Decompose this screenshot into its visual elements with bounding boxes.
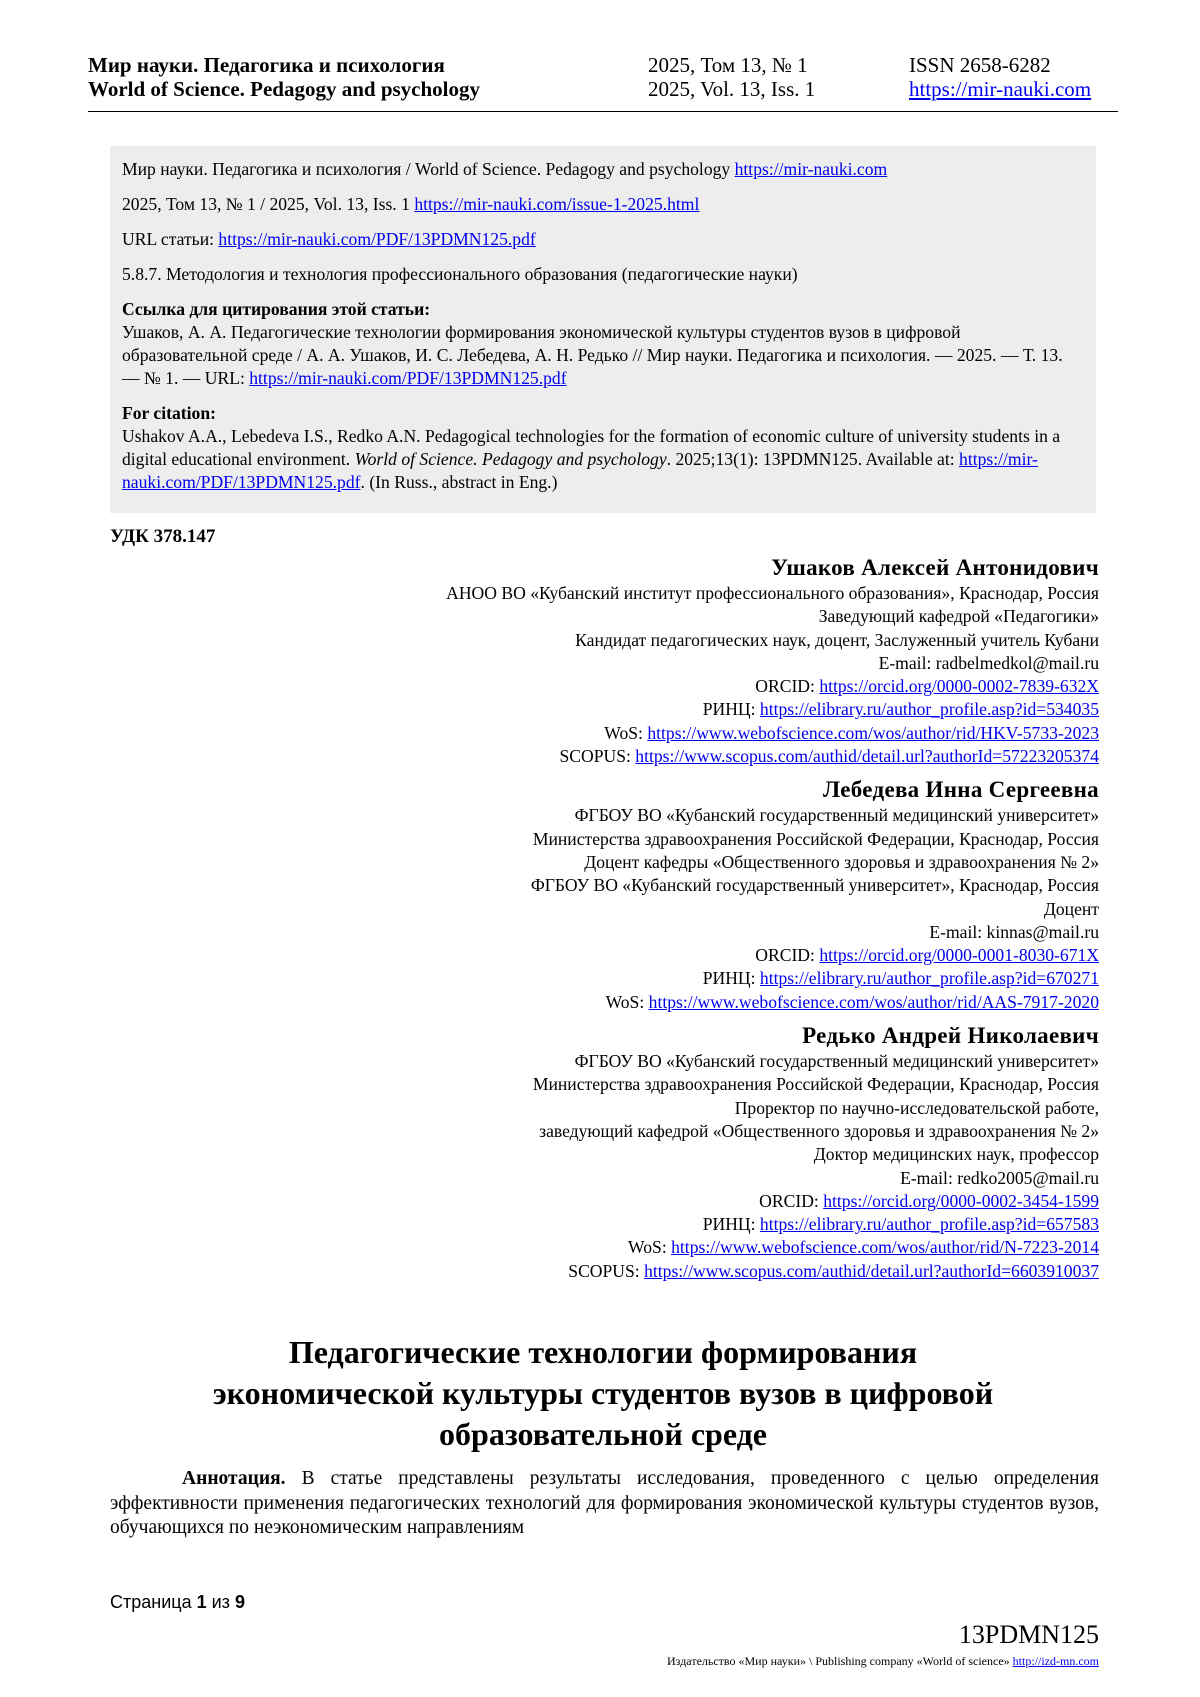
wos-link[interactable]: https://www.webofscience.com/wos/author/rid/N-7223-2014 <box>671 1237 1099 1258</box>
cite-en: Ushakov A.A., Lebedeva I.S., Redko A.N. Pedagogical technologies for the formation of economic culture of university students in a digital educational environment. World of Science. Pedagogy and psychology. 2025;13(1): 13PDMN125. Available at: https://mir-nauki.com/PDF/13PDMN125.pdf. (In Russ., abstract in Eng.) <box>122 426 1061 492</box>
author-orcid: ORCID: https://orcid.org/0000-0002-7839-632X <box>755 676 1099 697</box>
author-position: заведующий кафедрой «Общественного здоровья и здравоохранения № 2» <box>539 1120 1099 1141</box>
publisher-link[interactable]: http://izd-mn.com <box>1012 1654 1099 1668</box>
wos-link[interactable]: https://www.webofscience.com/wos/author/rid/AAS-7917-2020 <box>648 991 1099 1012</box>
journal-site-link[interactable]: https://mir-nauki.com <box>909 77 1092 101</box>
author-name: Лебедева Инна Сергеевна <box>823 777 1099 803</box>
author-position: Доцент кафедры «Общественного здоровья и здравоохранения № 2» <box>584 851 1099 872</box>
cite-ru-heading: Ссылка для цитирования этой статьи: <box>122 299 431 319</box>
article-info-box <box>110 146 1096 513</box>
author-wos: WoS: https://www.webofscience.com/wos/author/rid/N-7223-2014 <box>628 1237 1099 1258</box>
author-rinc: РИНЦ: https://elibrary.ru/author_profile.asp?id=657583 <box>702 1214 1099 1235</box>
url-line: URL статьи: https://mir-nauki.com/PDF/13PDMN125.pdf <box>122 229 536 249</box>
wos-link[interactable]: https://www.webofscience.com/wos/author/rid/HKV-5733-2023 <box>647 722 1099 743</box>
publisher-line: Издательство «Мир науки» \ Publishing company «World of science» http://izd-mn.com <box>667 1654 1099 1668</box>
journal-title-ru: Мир науки. Педагогика и психология <box>88 53 445 77</box>
author-email: E-mail: kinnas@mail.ru <box>929 921 1099 942</box>
author-affiliation: ФГБОУ ВО «Кубанский государственный медицинский университет» <box>574 1051 1099 1072</box>
author-name: Редько Андрей Николаевич <box>802 1023 1099 1049</box>
author-rinc: РИНЦ: https://elibrary.ru/author_profile.asp?id=670271 <box>702 968 1099 989</box>
author-affiliation: ФГБОУ ВО «Кубанский государственный медицинский университет» <box>574 805 1099 826</box>
journal-title-en: World of Science. Pedagogy and psychology <box>88 77 481 101</box>
cite-en-heading: For citation: <box>122 403 216 423</box>
journal-line: Мир науки. Педагогика и психология / World of Science. Pedagogy and psychology https://mir-nauki.com <box>122 159 888 179</box>
author-orcid: ORCID: https://orcid.org/0000-0002-3454-1599 <box>759 1190 1099 1211</box>
author-affiliation: ФГБОУ ВО «Кубанский государственный университет», Краснодар, Россия <box>530 875 1099 896</box>
article-url-link[interactable]: https://mir-nauki.com/PDF/13PDMN125.pdf <box>218 229 536 249</box>
author-affiliation: Министерства здравоохранения Российской Федерации, Краснодар, Россия <box>532 828 1099 849</box>
author-block <box>110 1022 1099 1283</box>
orcid-link[interactable]: https://orcid.org/0000-0002-7839-632X <box>819 676 1099 697</box>
udk: УДК 378.147 <box>110 526 216 547</box>
author-wos: WoS: https://www.webofscience.com/wos/author/rid/AAS-7917-2020 <box>605 991 1099 1012</box>
author-position: Заведующий кафедрой «Педагогики» <box>818 606 1099 627</box>
issn: ISSN 2658-6282 <box>909 53 1051 77</box>
rinc-link[interactable]: https://elibrary.ru/author_profile.asp?id=670271 <box>759 968 1099 989</box>
author-position: Доцент <box>1043 898 1099 919</box>
title-line: экономической культуры студентов вузов в цифровой <box>212 1375 994 1411</box>
author-affiliation: АНОО ВО «Кубанский институт профессионального образования», Краснодар, Россия <box>446 583 1099 603</box>
author-rinc: РИНЦ: https://elibrary.ru/author_profile.asp?id=534035 <box>702 699 1099 720</box>
issue-line: 2025, Том 13, № 1 / 2025, Vol. 13, Iss. 1 https://mir-nauki.com/issue-1-2025.html <box>122 194 700 214</box>
title-line: образовательной среде <box>439 1416 767 1452</box>
abstract <box>110 1467 1099 1541</box>
rinc-link[interactable]: https://elibrary.ru/author_profile.asp?id=657583 <box>759 1214 1099 1235</box>
orcid-link[interactable]: https://orcid.org/0000-0002-3454-1599 <box>823 1190 1099 1211</box>
issue-en: 2025, Vol. 13, Iss. 1 <box>648 77 816 101</box>
author-degree: Кандидат педагогических наук, доцент, Заслуженный учитель Кубани <box>575 629 1099 650</box>
author-wos: WoS: https://www.webofscience.com/wos/author/rid/HKV-5733-2023 <box>604 722 1099 743</box>
author-name: Ушаков Алексей Антонидович <box>771 555 1099 580</box>
author-affiliation: Министерства здравоохранения Российской Федерации, Краснодар, Россия <box>532 1074 1099 1095</box>
rinc-link[interactable]: https://elibrary.ru/author_profile.asp?id=534035 <box>759 699 1099 720</box>
journal-link[interactable]: https://mir-nauki.com <box>734 159 888 179</box>
issue-ru: 2025, Том 13, № 1 <box>648 53 808 77</box>
author-email: E-mail: radbelmedkol@mail.ru <box>878 652 1099 673</box>
title-line: Педагогические технологии формирования <box>288 1334 918 1370</box>
orcid-link[interactable]: https://orcid.org/0000-0001-8030-671X <box>819 945 1099 966</box>
author-position: Проректор по научно-исследовательской работе, <box>734 1097 1099 1118</box>
abstract-label: Аннотация. <box>182 1468 286 1489</box>
cite-en-link[interactable]: https://mir-nauki.com/PDF/13PDMN125.pdf <box>122 449 1038 492</box>
author-scopus: SCOPUS: https://www.scopus.com/authid/detail.url?authorId=57223205374 <box>559 746 1099 767</box>
article-code: 13PDMN125 <box>958 1620 1099 1649</box>
cite-ru: Ушаков, А. А. Педагогические технологии формирования экономической культуры студентов вузов в цифровой образовательной среде / А. А. Ушаков, И. С. Лебедева, А. Н. Редько // Мир науки. Педагогика и психология. — 2025. — Т. 13. — № 1. — URL: https://mir-nauki.com/PDF/13PDMN125.pdf <box>122 322 1063 388</box>
author-orcid: ORCID: https://orcid.org/0000-0001-8030-671X <box>755 945 1099 966</box>
article-title <box>110 1332 1096 1455</box>
author-block <box>110 776 1099 1014</box>
abstract-text: В статье представлены результаты исследования, проведенного с целью определения эффективности применения педагогических технологий для формирования экономической культуры студентов вузов, обучающихся по неэкономическим направлениям <box>110 1468 1100 1538</box>
page-number: Страница 1 из 9 <box>110 1592 245 1612</box>
author-block <box>110 554 1099 768</box>
specialty: 5.8.7. Методология и технология профессионального образования (педагогические науки) <box>122 264 798 284</box>
author-degree: Доктор медицинских наук, профессор <box>813 1144 1099 1165</box>
author-email: E-mail: redko2005@mail.ru <box>900 1167 1099 1188</box>
author-scopus: SCOPUS: https://www.scopus.com/authid/detail.url?authorId=6603910037 <box>568 1260 1099 1281</box>
header-rule <box>88 111 1118 112</box>
cite-ru-link[interactable]: https://mir-nauki.com/PDF/13PDMN125.pdf <box>249 368 567 388</box>
issue-link[interactable]: https://mir-nauki.com/issue-1-2025.html <box>414 194 700 214</box>
scopus-link[interactable]: https://www.scopus.com/authid/detail.url?authorId=6603910037 <box>644 1260 1099 1281</box>
scopus-link[interactable]: https://www.scopus.com/authid/detail.url?authorId=57223205374 <box>635 746 1099 767</box>
authors-block <box>110 554 1099 1283</box>
